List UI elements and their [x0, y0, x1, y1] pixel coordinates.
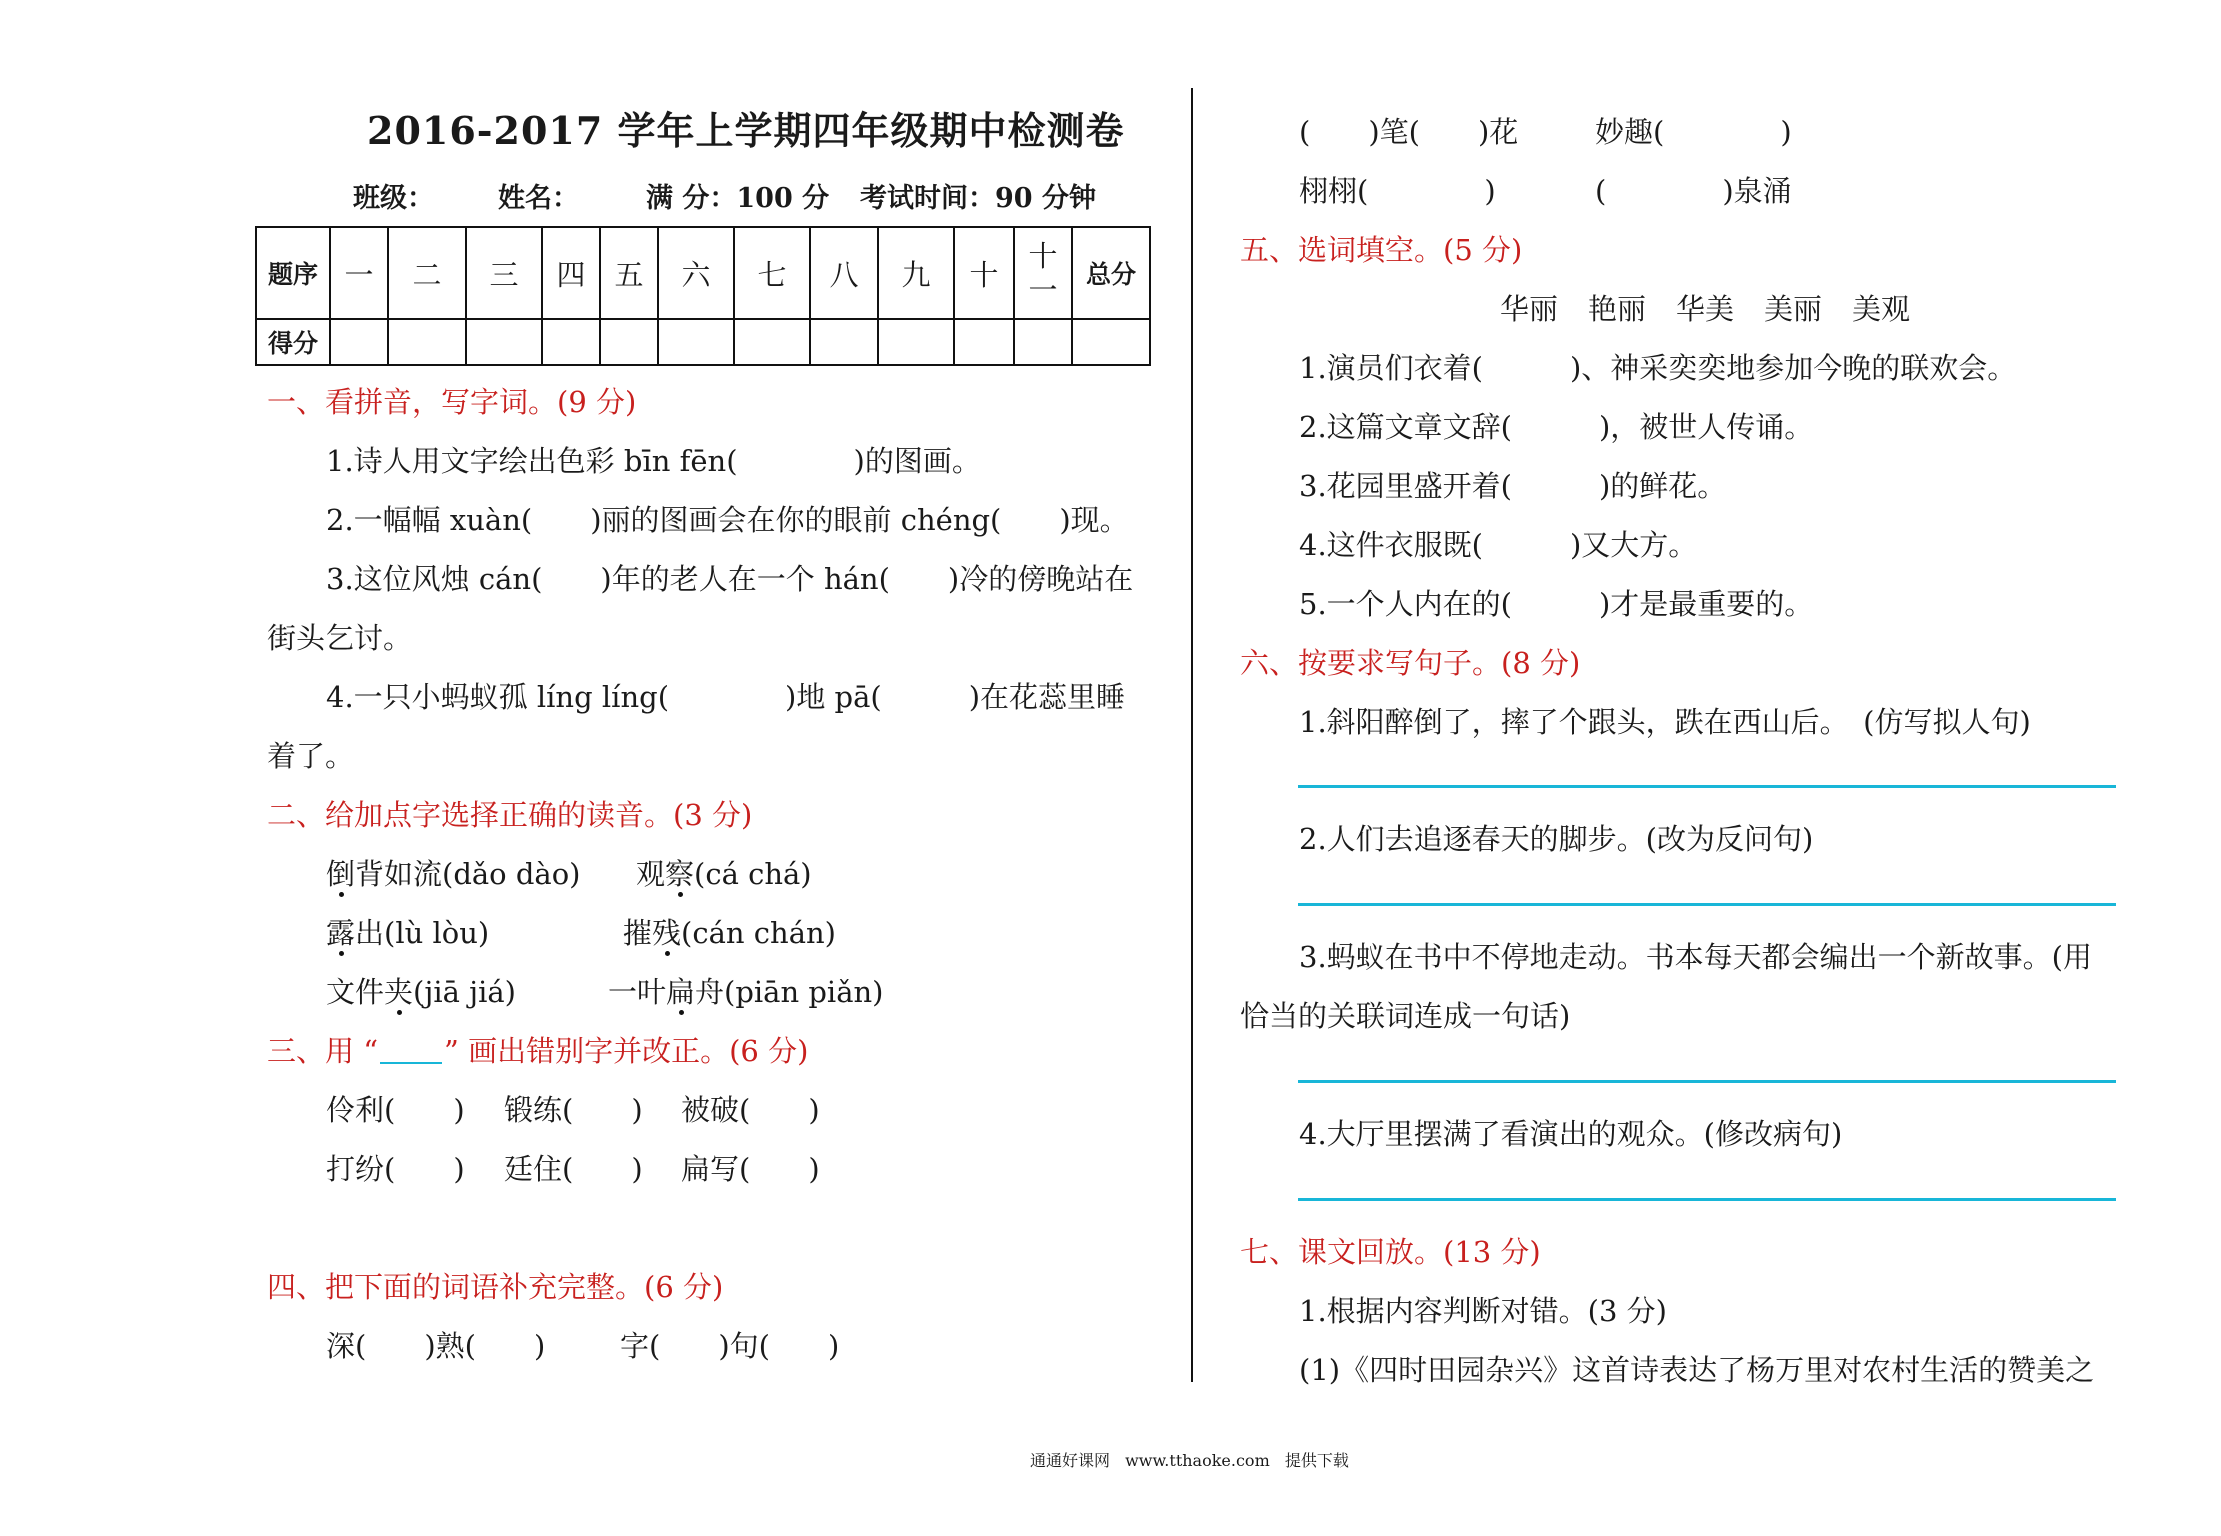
- q3-item: 打纷( ): [326, 1152, 465, 1186]
- score-cell[interactable]: [734, 319, 810, 365]
- q6-3b: 恰当的关联词连成一句话): [1240, 999, 1571, 1033]
- dotted-char: 察: [665, 857, 695, 891]
- col-header: 七: [734, 227, 810, 319]
- answer-line[interactable]: [1298, 785, 2116, 788]
- score-cell[interactable]: [1014, 319, 1072, 365]
- col-header: 六: [658, 227, 734, 319]
- q2-f-rest: 舟(piān piǎn): [695, 975, 884, 1009]
- q2-b: [636, 852, 812, 893]
- q4-row2a: ( )笔( )花: [1299, 115, 1519, 149]
- q2-e-rest: (jiā jiá): [413, 975, 516, 1009]
- name-label: 姓名：: [498, 183, 579, 214]
- score-cell[interactable]: [542, 319, 600, 365]
- col-header: [1014, 227, 1072, 319]
- row-label-order: 题序: [256, 227, 330, 319]
- col-header: 五: [600, 227, 658, 319]
- q4-row3b: ( )泉涌: [1595, 174, 1792, 208]
- q2-e: [326, 970, 516, 1011]
- col-header: 十: [954, 227, 1014, 319]
- q2-f: [608, 970, 884, 1011]
- q6-1: 1.斜阳醉倒了，摔了个跟头，跌在西山后。 (仿写拟人句): [1299, 705, 2031, 739]
- q1-2: 2.一幅幅 xuàn( )丽的图画会在你的眼前 chéng( )现。: [326, 503, 1129, 537]
- section-3-heading: [267, 1029, 808, 1070]
- section-3-heading-pre: 三、用 “: [267, 1034, 379, 1068]
- col-header-total: 总分: [1072, 227, 1150, 319]
- dotted-char: 倒: [326, 857, 356, 891]
- q4-row1a: 深( )熟( ): [326, 1329, 546, 1363]
- col-header-eleven: 十一: [1028, 239, 1058, 307]
- col-header: 三: [466, 227, 542, 319]
- q2-d: [623, 911, 836, 952]
- dotted-char: 夹: [384, 975, 414, 1009]
- col-header: 一: [330, 227, 388, 319]
- q2-e-pre: 文件: [326, 975, 385, 1009]
- q3-item: 被破( ): [681, 1093, 820, 1127]
- answer-line[interactable]: [1298, 1198, 2116, 1201]
- q7-1-1: (1)《四时田园杂兴》这首诗表达了杨万里对农村生活的赞美之: [1299, 1353, 2095, 1387]
- footer-note: 提供下载: [1284, 1451, 1349, 1470]
- col-header: 九: [878, 227, 954, 319]
- dotted-char: 残: [652, 916, 682, 950]
- score-cell[interactable]: [388, 319, 466, 365]
- section-3-heading-post: ” 画出错别字并改正。(6 分): [444, 1034, 809, 1068]
- section-6-heading: 六、按要求写句子。(8 分): [1240, 646, 1581, 680]
- q1-3b: 街头乞讨。: [267, 621, 413, 655]
- word-choice: 艳丽: [1588, 292, 1647, 326]
- score-cell[interactable]: [330, 319, 388, 365]
- q3-item: 锻练( ): [504, 1093, 643, 1127]
- score-cell[interactable]: [658, 319, 734, 365]
- dotted-char: 露: [326, 916, 356, 950]
- class-label: 班级：: [353, 183, 434, 214]
- col-header: 四: [542, 227, 600, 319]
- q4-row3a: 栩栩( ): [1299, 174, 1496, 208]
- word-choice: 华丽: [1500, 292, 1559, 326]
- q2-c-rest: 出(lù lòu): [355, 916, 490, 950]
- q7-1: 1.根据内容判断对错。(3 分): [1299, 1294, 1667, 1328]
- q2-a: [326, 852, 581, 893]
- q3-item: 伶利( ): [326, 1093, 465, 1127]
- answer-line[interactable]: [1298, 1080, 2116, 1083]
- underline-sample: [380, 1042, 442, 1064]
- answer-line[interactable]: [1298, 903, 2116, 906]
- col-header: 二: [388, 227, 466, 319]
- score-cell[interactable]: [466, 319, 542, 365]
- q1-3a: 3.这位风烛 cán( )年的老人在一个 hán( )冷的傍晚站在: [326, 562, 1134, 596]
- q2-a-rest: 背如流(dǎo dào): [355, 857, 581, 891]
- word-choice: 华美: [1676, 292, 1735, 326]
- row-label-score: 得分: [256, 319, 330, 365]
- q1-4a: 4.一只小蚂蚁孤 líng líng( )地 pā( )在花蕊里睡: [326, 680, 1126, 714]
- section-7-heading: 七、课文回放。(13 分): [1240, 1235, 1541, 1269]
- q1-4b: 着了。: [267, 739, 355, 773]
- page-footer: [1030, 1448, 1359, 1471]
- full-score: 满 分：100 分: [646, 183, 830, 214]
- q4-row2b: 妙趣( ): [1595, 115, 1792, 149]
- score-cell[interactable]: [810, 319, 878, 365]
- q5-4: 4.这件衣服既( )又大方。: [1299, 528, 1698, 562]
- q2-b-rest: (cá chá): [694, 857, 812, 891]
- score-cell[interactable]: [600, 319, 658, 365]
- q5-1: 1.演员们衣着( )、神采奕奕地参加今晚的联欢会。: [1299, 351, 2017, 385]
- footer-site: 通通好课网: [1030, 1451, 1111, 1470]
- column-divider: [1191, 88, 1193, 1382]
- footer-url[interactable]: www.tthaoke.com: [1125, 1451, 1270, 1470]
- score-cell[interactable]: [878, 319, 954, 365]
- col-header: 八: [810, 227, 878, 319]
- word-choice: 美丽: [1764, 292, 1823, 326]
- q5-2: 2.这篇文章文辞( )，被世人传诵。: [1299, 410, 1814, 444]
- q4-row1b: 字( )句( ): [620, 1329, 840, 1363]
- q3-item: 扁写( ): [681, 1152, 820, 1186]
- q6-3a: 3.蚂蚁在书中不停地走动。书本每天都会编出一个新故事。(用: [1299, 940, 2092, 974]
- dotted-char: 扁: [666, 975, 696, 1009]
- q3-item: 廷住( ): [504, 1152, 643, 1186]
- q5-5: 5.一个人内在的( )才是最重要的。: [1299, 587, 1814, 621]
- exam-time: 考试时间：90 分钟: [860, 183, 1096, 214]
- q1-1: 1.诗人用文字绘出色彩 bīn fēn( )的图画。: [326, 444, 981, 478]
- word-choice: 美观: [1852, 292, 1911, 326]
- section-5-heading: 五、选词填空。(5 分): [1240, 233, 1523, 267]
- q2-c: [326, 911, 489, 952]
- score-cell[interactable]: [954, 319, 1014, 365]
- q5-3: 3.花园里盛开着( )的鲜花。: [1299, 469, 1727, 503]
- section-4-heading: 四、把下面的词语补充完整。(6 分): [267, 1270, 724, 1304]
- exam-title: 2016-2017 学年上学期四年级期中检测卷: [367, 108, 1125, 153]
- q2-b-pre: 观: [636, 857, 666, 891]
- q2-d-pre: 摧: [623, 916, 653, 950]
- score-cell[interactable]: [1072, 319, 1150, 365]
- section-2-heading: 二、给加点字选择正确的读音。(3 分): [267, 798, 753, 832]
- score-table: [255, 226, 1151, 366]
- q6-4: 4.大厅里摆满了看演出的观众。(修改病句): [1299, 1117, 1843, 1151]
- q6-2: 2.人们去追逐春天的脚步。(改为反问句): [1299, 822, 1814, 856]
- q2-f-pre: 一叶: [608, 975, 667, 1009]
- section-1-heading: 一、看拼音，写字词。(9 分): [267, 385, 637, 419]
- q2-d-rest: (cán chán): [681, 916, 836, 950]
